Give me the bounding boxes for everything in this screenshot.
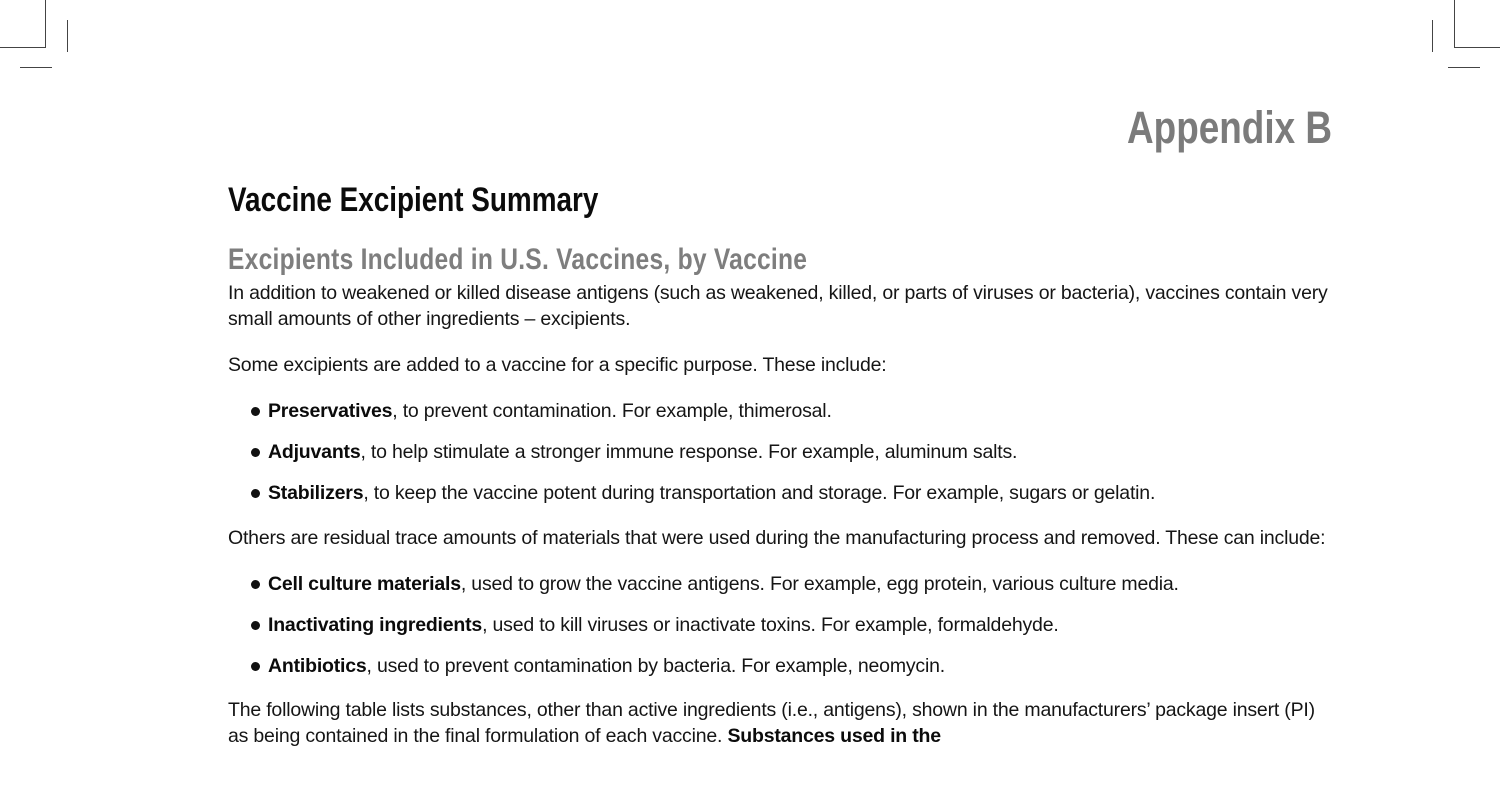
page-title: Vaccine Excipient Summary (228, 181, 599, 219)
residual-intro: Others are residual trace amounts of materials that were used during the manufacturing process and removed. These can include: (228, 527, 1326, 549)
crop-mark (0, 47, 45, 48)
table-intro-bold: Substances used in the (727, 725, 941, 747)
bullet-icon (251, 489, 260, 498)
bullet-icon (251, 662, 260, 671)
crop-mark (1432, 20, 1433, 52)
bullet-icon (251, 448, 260, 457)
bullet-icon (251, 407, 260, 416)
list-item-text: , to help stimulate a stronger immune response. For example, aluminum salts. (360, 441, 1018, 463)
table-intro-text: The following table lists substances, other than active ingredients (i.e., antigens), shown in the manufacturers’ package insert (PI) as being contained in the final formulation of each vaccine. (228, 699, 1315, 747)
list-item-term: Antibiotics (268, 655, 367, 677)
list-item-term: Cell culture materials (268, 573, 461, 595)
bullet-icon (251, 580, 260, 589)
list-item-term: Preservatives (268, 400, 393, 422)
list-item-text: , used to prevent contamination by bacteria. For example, neomycin. (366, 655, 945, 677)
list-item-text: , to keep the vaccine potent during transportation and storage. For example, sugars or gelatin. (363, 482, 1156, 504)
appendix-label: Appendix B (1126, 102, 1332, 153)
crop-mark (45, 0, 46, 48)
section-subtitle: Excipients Included in U.S. Vaccines, by Vaccine (228, 243, 808, 276)
intro-paragraph: In addition to weakened or killed disease antigens (such as weakened, killed, or parts of viruses or bacteria), vaccines contain very small amounts of other ingredients – excipients. (228, 282, 1328, 330)
list-item (228, 571, 1338, 597)
list-item (228, 612, 1338, 638)
list-item (228, 398, 1338, 424)
list-item (228, 480, 1338, 506)
crop-mark (1448, 67, 1480, 68)
residual-list (228, 571, 1338, 679)
crop-mark (67, 20, 68, 52)
crop-mark (20, 67, 52, 68)
bullet-icon (251, 621, 260, 630)
page-content (228, 178, 1338, 749)
table-intro-paragraph (228, 697, 1338, 749)
list-item (228, 439, 1338, 465)
list-item-term: Adjuvants (268, 441, 361, 463)
list-item-text: , used to grow the vaccine antigens. For example, egg protein, various culture media. (460, 573, 1179, 595)
list-item-term: Inactivating ingredients (268, 614, 483, 636)
purpose-intro: Some excipients are added to a vaccine for a specific purpose. These include: (228, 354, 887, 376)
list-item-term: Stabilizers (268, 482, 364, 504)
crop-mark (1455, 47, 1500, 48)
list-item-text: , used to kill viruses or inactivate toxins. For example, formaldehyde. (482, 614, 1059, 636)
list-item (228, 653, 1338, 679)
purpose-list (228, 398, 1338, 506)
list-item-text: , to prevent contamination. For example, thimerosal. (392, 400, 832, 422)
crop-mark (1454, 0, 1455, 48)
